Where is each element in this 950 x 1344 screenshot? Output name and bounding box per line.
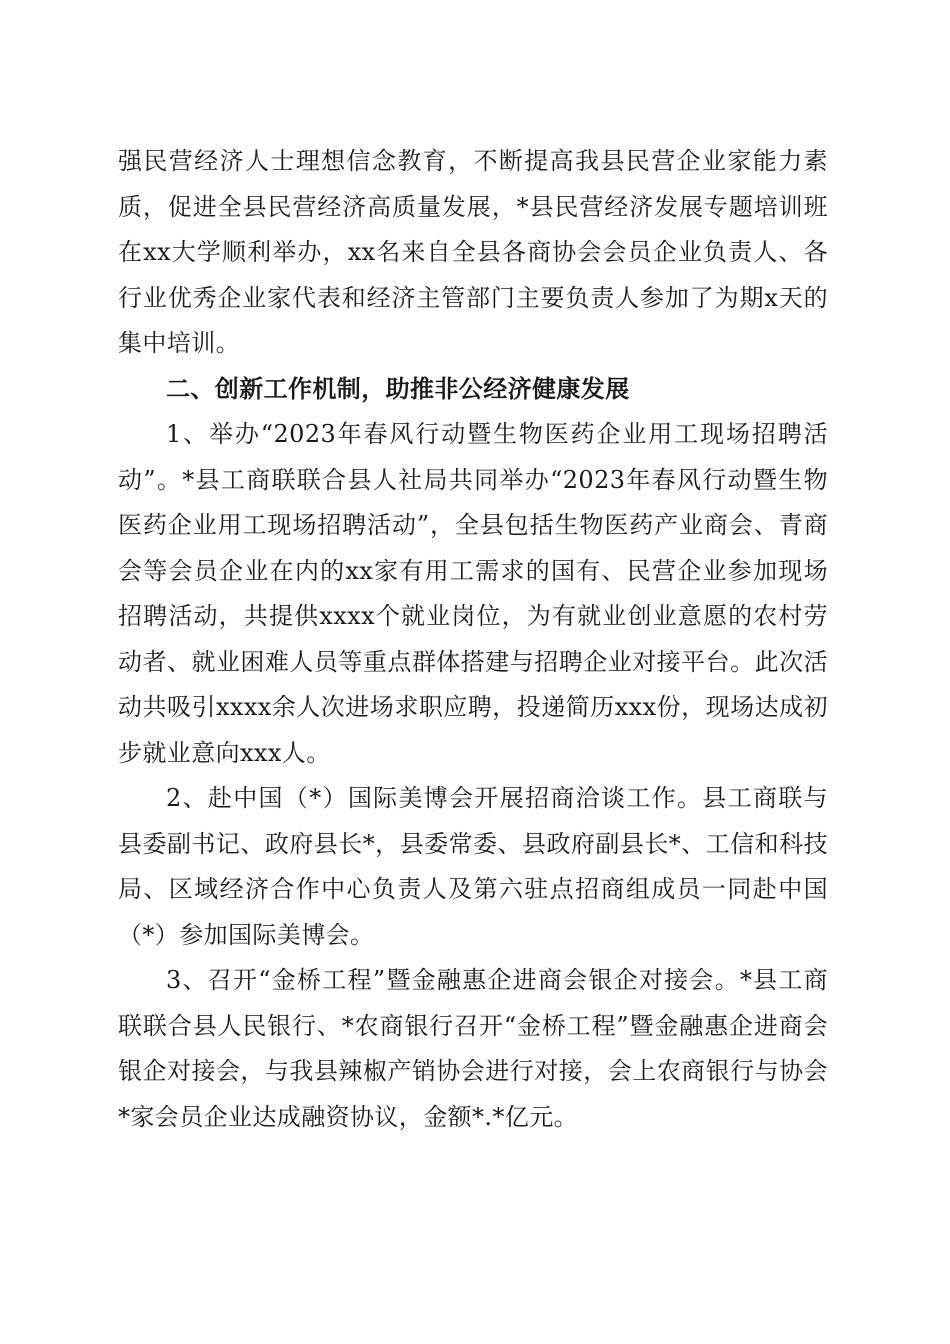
item-2-paragraph: 2、赴中国（*）国际美博会开展招商洽谈工作。县工商联与县委副书记、政府县长*，县委常委、县政府副县长*、工信和科技局、区域经济合作中心负责人及第六驻点招商组成员一同赴中国（*）参加国际美博会。 xyxy=(118,784,828,949)
document-body xyxy=(118,139,828,1140)
section-heading: 二、创新工作机制，助推非公经济健康发展 xyxy=(166,374,630,403)
item-1-paragraph: 1、举办“2023年春风行动暨生物医药企业用工现场招聘活动”。*县工商联联合县人社局共同举办“2023年春风行动暨生物医药企业用工现场招聘活动”，全县包括生物医药产业商会、青商会等会员企业在内的xx家有用工需求的国有、民营企业参加现场招聘活动，共提供xxxx个就业岗位，为有就业创业意愿的农村劳动者、就业困难人员等重点群体搭建与招聘企业对接平台。此次活动共吸引xxxx余人次进场求职应聘，投递简历xxx份，现场达成初步就业意向xxx人。 xyxy=(118,420,828,767)
item-3-paragraph: 3、召开“金桥工程”暨金融惠企进商会银企对接会。*县工商联联合县人民银行、*农商银行召开“金桥工程”暨金融惠企进商会银企对接会，与我县辣椒产销协会进行对接，会上农商银行与协会*家会员企业达成融资协议，金额*.*亿元。 xyxy=(118,966,828,1131)
intro-paragraph: 强民营经济人士理想信念教育，不断提高我县民营企业家能力素质，促进全县民营经济高质量发展，*县民营经济发展专题培训班在xx大学顺利举办，xx名来自全县各商协会会员企业负责人、各行业优秀企业家代表和经济主管部门主要负责人参加了为期x天的集中培训。 xyxy=(118,147,828,357)
